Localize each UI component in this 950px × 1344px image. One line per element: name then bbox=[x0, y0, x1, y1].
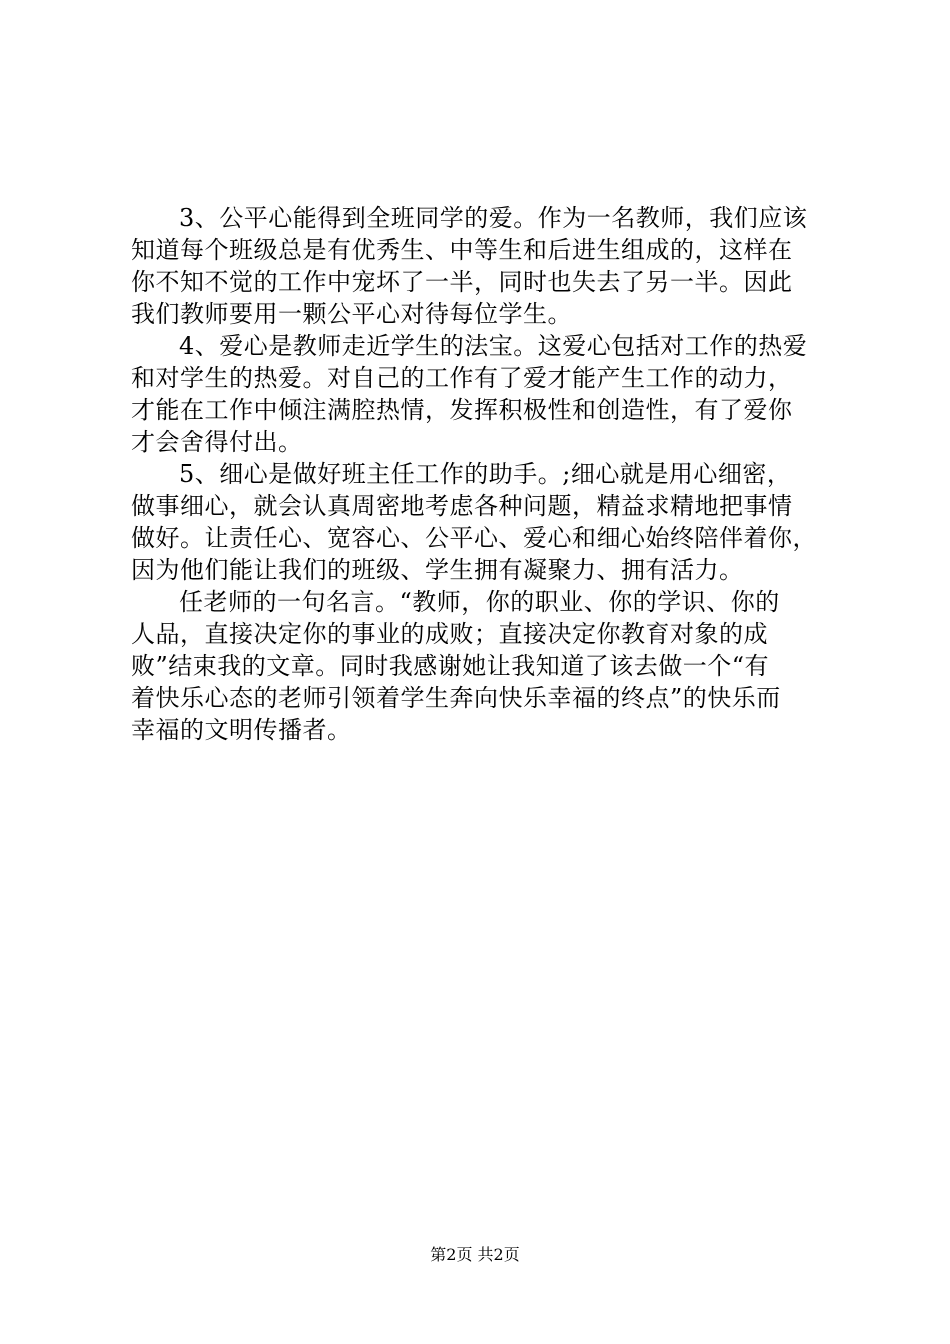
paragraph-3-fairness bbox=[131, 202, 843, 330]
text-line: 做事细心，就会认真周密地考虑各种问题，精益求精地把事情 bbox=[131, 492, 793, 520]
text-line: 你不知不觉的工作中宠坏了一半，同时也失去了另一半。因此 bbox=[131, 268, 793, 296]
text-line: 做好。让责任心、宽容心、公平心、爱心和细心始终陪伴着你， bbox=[131, 524, 817, 552]
text-line: 我们教师要用一颗公平心对待每位学生。 bbox=[131, 300, 572, 328]
text-line: 5、细心是做好班主任工作的助手。;细心就是用心细密， bbox=[179, 460, 792, 488]
text-line: 才能在工作中倾注满腔热情，发挥积极性和创造性，有了爱你 bbox=[131, 396, 793, 424]
page-footer bbox=[0, 1244, 950, 1266]
text-line: 和对学生的热爱。对自己的工作有了爱才能产生工作的动力， bbox=[131, 364, 793, 392]
page-number-label: 第2页 共2页 bbox=[430, 1245, 520, 1264]
paragraph-5-carefulness bbox=[131, 458, 843, 586]
text-line: 因为他们能让我们的班级、学生拥有凝聚力、拥有活力。 bbox=[131, 556, 744, 584]
text-line: 知道每个班级总是有优秀生、中等生和后进生组成的，这样在 bbox=[131, 236, 793, 264]
text-line: 3、公平心能得到全班同学的爱。作为一名教师，我们应该 bbox=[179, 204, 808, 232]
text-line: 幸福的文明传播者。 bbox=[131, 716, 352, 744]
text-line: 4、爱心是教师走近学生的法宝。这爱心包括对工作的热爱 bbox=[179, 332, 808, 360]
text-line: 着快乐心态的老师引领着学生奔向快乐幸福的终点”的快乐而 bbox=[131, 684, 781, 712]
text-line: 才会舍得付出。 bbox=[131, 428, 303, 456]
paragraph-closing-quote bbox=[131, 586, 843, 746]
text-line: 败”结束我的文章。同时我感谢她让我知道了该去做一个“有 bbox=[131, 652, 770, 680]
document-body bbox=[131, 202, 843, 746]
text-line: 任老师的一句名言。“教师，你的职业、你的学识、你的 bbox=[179, 588, 780, 616]
paragraph-4-love bbox=[131, 330, 843, 458]
text-line: 人品，直接决定你的事业的成败；直接决定你教育对象的成 bbox=[131, 620, 768, 648]
